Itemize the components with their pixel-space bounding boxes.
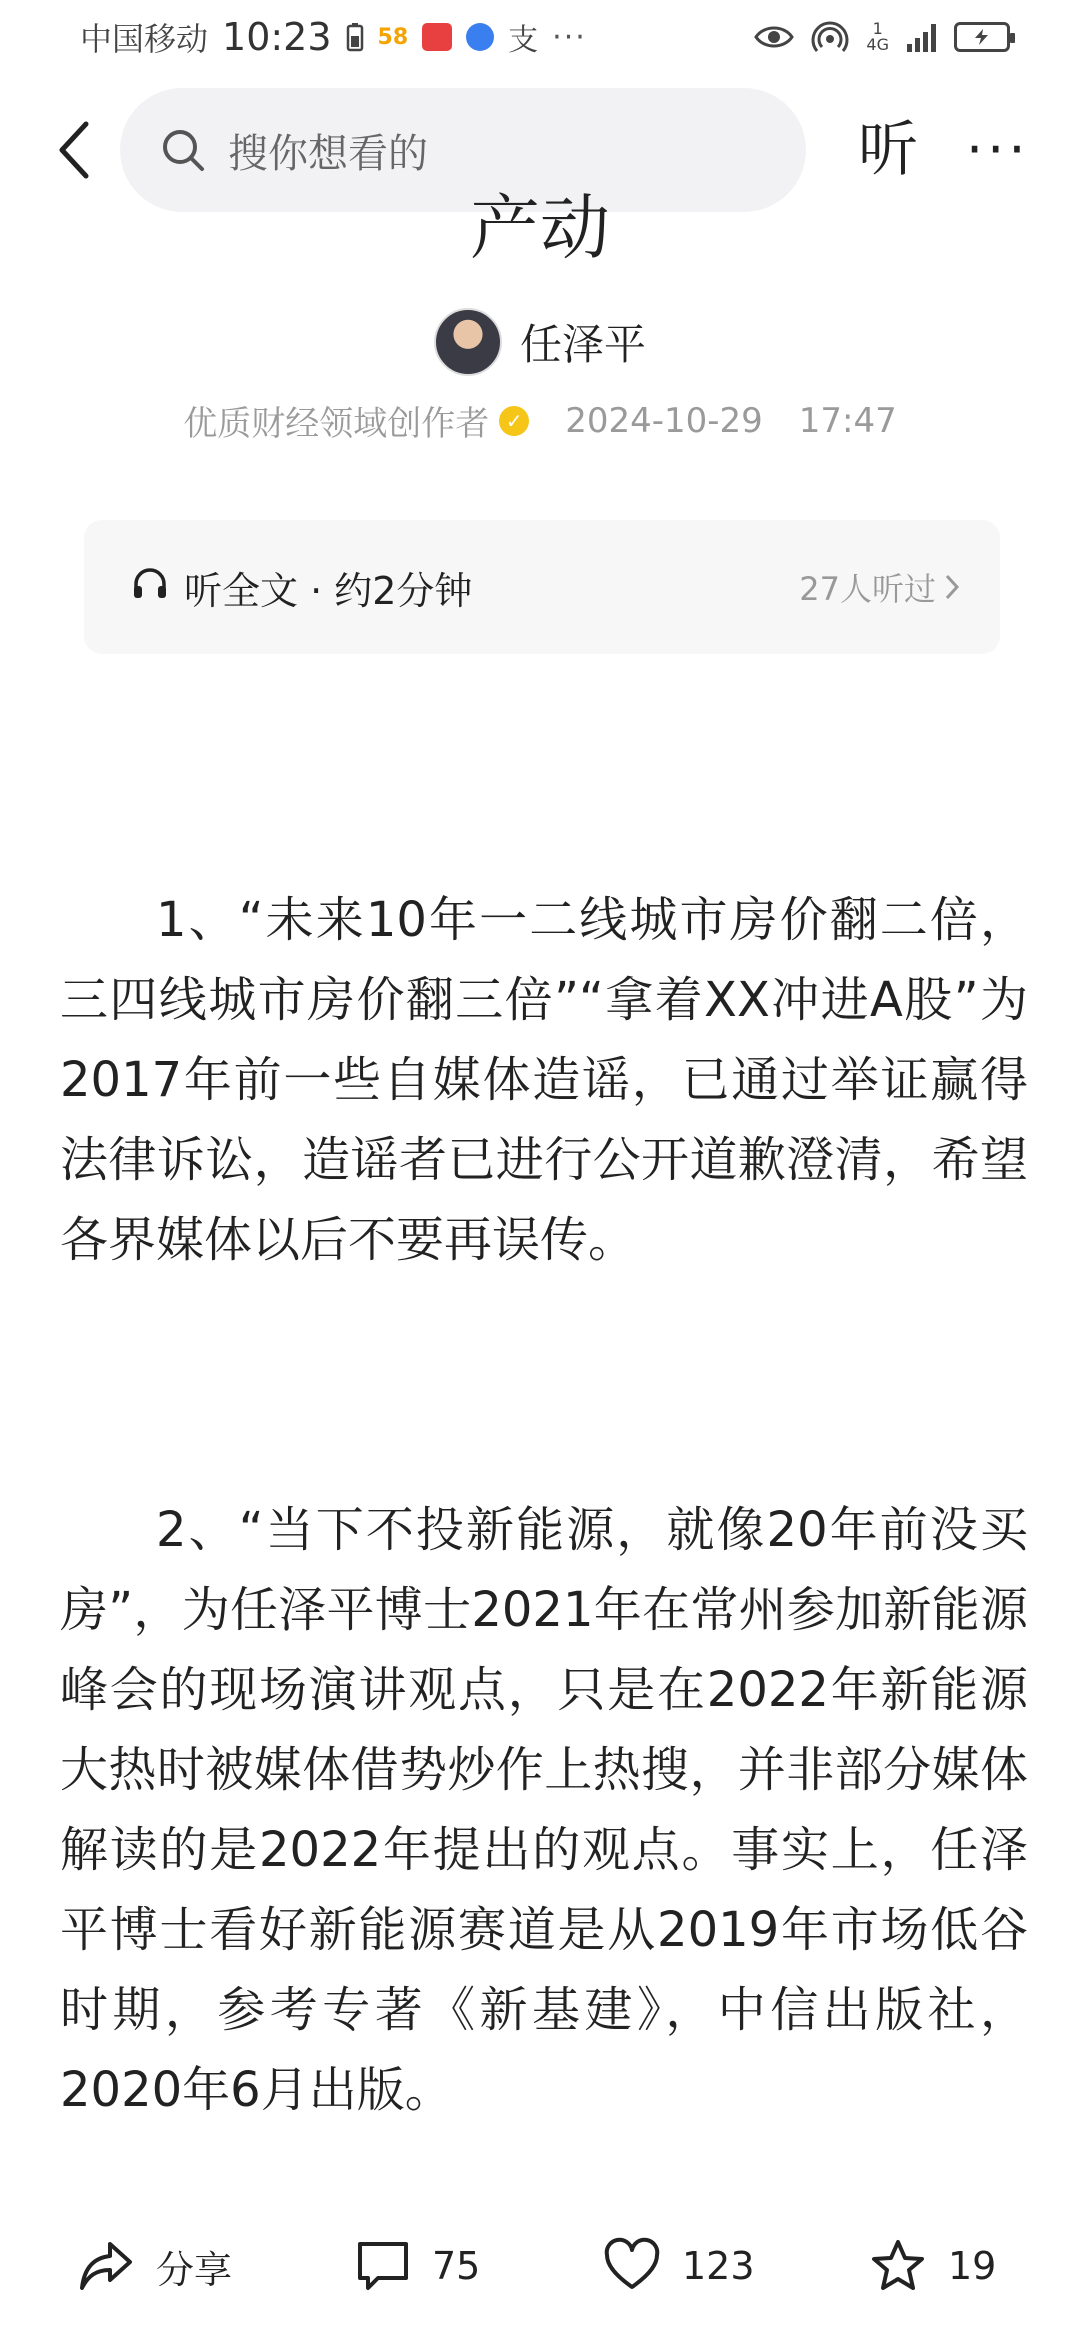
publish-date: 2024-10-29 xyxy=(565,400,763,441)
search-icon xyxy=(160,127,206,173)
search-placeholder: 搜你想看的 xyxy=(228,130,428,177)
like-count: 123 xyxy=(682,2244,755,2288)
back-arrow-icon xyxy=(56,120,92,180)
share-icon xyxy=(78,2240,134,2292)
search-input[interactable] xyxy=(120,88,806,212)
more-notifications-icon: ··· xyxy=(552,19,587,55)
hotspot-icon xyxy=(812,21,848,53)
listen-full-text-card[interactable] xyxy=(84,520,1000,654)
battery-icon xyxy=(346,22,364,52)
article-paragraph: 1、“未来10年一二线城市房价翻二倍，三四线城市房价翻三倍”“拿着XX冲进A股”为2017年前一些自媒体造谣，已通过举证赢得法律诉讼，造谣者已进行公开道歉澄清，希望各界媒体以后不要再误传。 xyxy=(60,892,1028,1268)
comment-button[interactable] xyxy=(356,2216,480,2316)
signal-icon xyxy=(907,22,936,52)
network-indicator xyxy=(866,21,889,53)
like-button[interactable] xyxy=(604,2216,755,2316)
listen-card-label: 听全文 · 约2分钟 xyxy=(184,568,473,613)
verified-icon: ✓ xyxy=(499,406,529,436)
alipay-glyph: 支 xyxy=(508,23,539,58)
headphones-icon xyxy=(132,565,168,609)
charging-battery-icon xyxy=(954,22,1010,52)
browser-icon xyxy=(466,23,494,51)
publish-time: 17:47 xyxy=(798,400,897,441)
article-meta xyxy=(0,396,1080,445)
article-title-fragment xyxy=(0,187,1080,269)
red-packet-icon xyxy=(422,23,452,51)
article-body xyxy=(60,880,1028,2130)
network-type: 4G xyxy=(866,35,889,54)
avatar[interactable] xyxy=(434,308,502,376)
author-name[interactable]: 任泽平 xyxy=(519,320,646,369)
listen-button[interactable]: 听 xyxy=(858,115,918,185)
carrier-name: 中国移动 xyxy=(80,20,209,58)
title-fragment-text: 产动 xyxy=(470,187,610,269)
back-button[interactable] xyxy=(44,112,104,188)
author-row[interactable] xyxy=(0,308,1080,376)
listener-count-text: 27人听过 xyxy=(799,570,936,608)
chevron-right-icon xyxy=(944,573,960,601)
status-bar-left xyxy=(80,14,587,60)
star-icon xyxy=(870,2239,926,2293)
wechat-58-icon xyxy=(378,25,409,50)
share-label: 分享 xyxy=(156,2247,233,2292)
eye-icon xyxy=(754,23,794,51)
star-count: 19 xyxy=(948,2244,997,2288)
more-options-button[interactable]: ··· xyxy=(966,118,1030,181)
comment-count: 75 xyxy=(432,2244,481,2288)
clock-time: 10:23 xyxy=(222,15,332,59)
alipay-icon xyxy=(508,15,538,59)
heart-icon xyxy=(604,2241,660,2291)
comment-icon xyxy=(356,2240,410,2292)
app-badge-58: 58 xyxy=(377,24,409,50)
article-paragraph: 2、“当下不投新能源，就像20年前没买房”，为任泽平博士2021年在常州参加新能源峰会的现场演讲观点，只是在2022年新能源大热时被媒体借势炒作上热搜，并非部分媒体解读的是2022年提出的观点。事实上，任泽平博士看好新能源赛道是从2019年市场低谷时期，参考专著《新基建》，中信出版社，2020年6月出版。 xyxy=(60,1502,1028,2118)
status-bar-right xyxy=(754,21,1010,53)
author-tag: 优质财经领域创作者 xyxy=(183,404,490,444)
listener-count[interactable] xyxy=(799,564,960,610)
bottom-action-bar xyxy=(0,2216,1080,2336)
share-button[interactable] xyxy=(78,2216,232,2316)
listen-card-left xyxy=(132,560,472,615)
sim-index: 1 xyxy=(872,19,883,38)
status-bar xyxy=(0,0,1080,74)
favorite-button[interactable] xyxy=(870,2216,996,2316)
